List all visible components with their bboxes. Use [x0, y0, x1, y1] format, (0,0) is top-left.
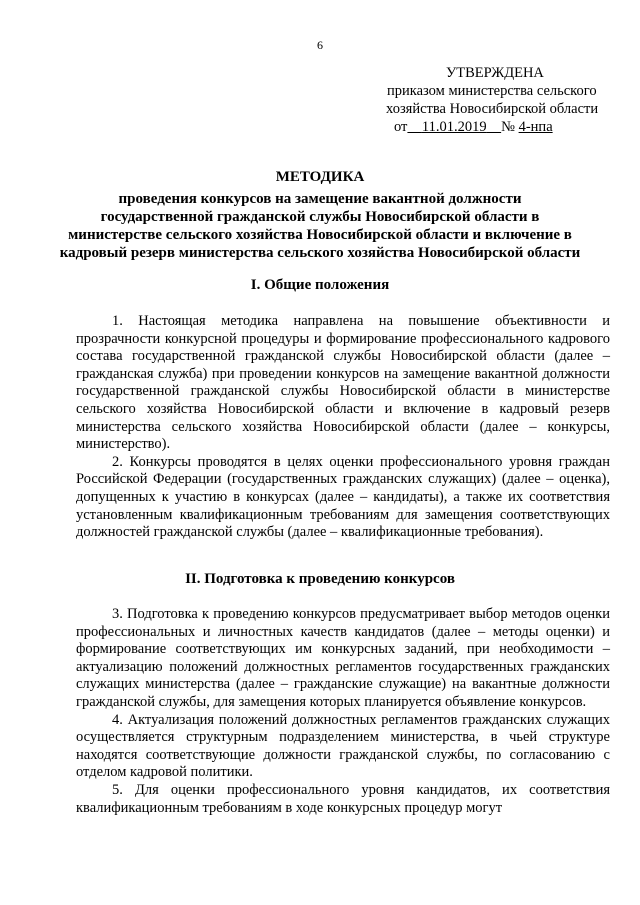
page-number: 6	[317, 38, 323, 52]
document-title-line: министерстве сельского хозяйства Новосибирской области и включение в	[68, 227, 572, 243]
approval-stamp	[380, 64, 628, 136]
section-heading: II. Подготовка к проведению конкурсов	[185, 571, 455, 587]
paragraph: 2. Конкурсы проводятся в целях оценки профессионального уровня граждан Российской Федерации (государственных гражданских служащих) (далее – оценка), допущенных к участию в конкурсах (далее – кандидаты), а также их соответствия установленным квалификационным требованиям для замещения соответствующих должностей гражданской службы (далее – квалификационные требования).	[76, 453, 610, 541]
paragraph: 4. Актуализация положений должностных регламентов гражданских служащих осуществляется структурным подразделением министерства, в чьей структуре находятся соответствующие должности гражданской службы, по согласованию с отделом кадровой политики.	[76, 711, 610, 781]
paragraph: 5. Для оценки профессионального уровня кандидатов, их соответствия квалификационным требованиям в ходе конкурсных процедур могут	[76, 781, 610, 816]
section-body	[76, 606, 610, 817]
approval-title: УТВЕРЖДЕНА	[446, 65, 544, 81]
approval-date-prefix: от	[394, 119, 408, 135]
document-title-line: кадровый резерв министерства сельского хозяйства Новосибирской области	[59, 245, 581, 261]
approval-date-line	[380, 118, 628, 136]
document-title-line: проведения конкурсов на замещение вакантной должности	[118, 191, 522, 207]
document-title-main: МЕТОДИКА	[275, 169, 365, 185]
approval-line-2: хозяйства Новосибирской области	[386, 101, 599, 117]
approval-line-1: приказом министерства сельского	[387, 83, 597, 99]
approval-number: 4-нпа	[518, 119, 553, 135]
paragraph: 1. Настоящая методика направлена на повышение объективности и прозрачности конкурсной процедуры и формирование профессионального кадрового состава государственной гражданской службы Новосибирской области (далее – гражданская служба) при проведении конкурсов на замещение вакантной должности государственной гражданской службы Новосибирской области в министерстве сельского хозяйства Новосибирской области и включение в кадровый резерв министерства сельского хозяйства Новосибирской области (далее – конкурсы, министерство).	[76, 313, 610, 453]
paragraph: 3. Подготовка к проведению конкурсов предусматривает выбор методов оценки профессиональных и личностных качеств кандидатов (далее – методы оценки) и формирование соответствующих им конкурсных заданий, при необходимости – актуализацию положений должностных регламентов государственных гражданских служащих министерства (далее – гражданские служащие) на вакантные должности гражданской службы, для замещения которых планируется объявление конкурсов.	[76, 606, 610, 710]
document-title	[0, 168, 640, 262]
document-title-line: государственной гражданской службы Новосибирской области в	[100, 209, 540, 225]
approval-date: 11.01.2019	[421, 119, 487, 135]
section-body	[76, 313, 610, 542]
approval-number-prefix: №	[501, 119, 515, 135]
section-heading: I. Общие положения	[250, 277, 390, 293]
